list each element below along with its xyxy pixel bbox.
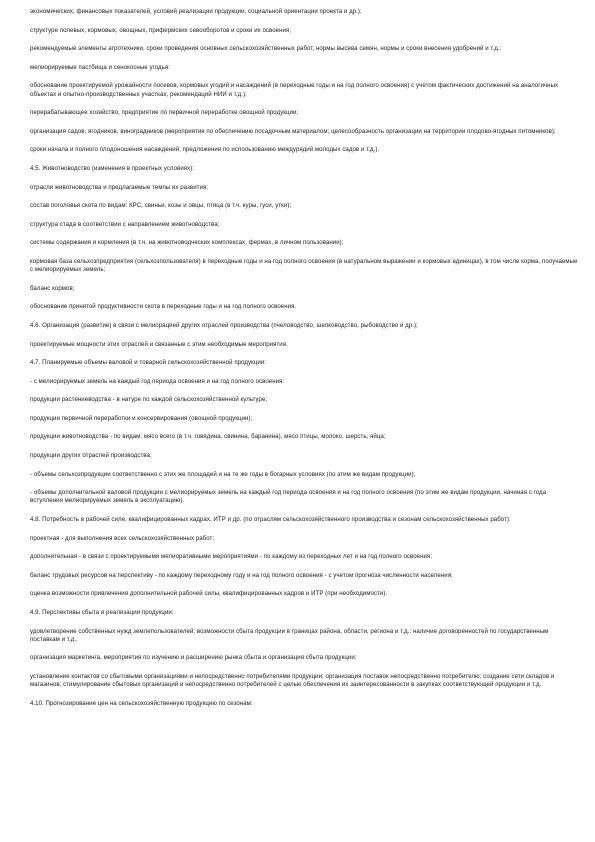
- section-heading: 4.10. Прогнозирование цен на сельскохозяйственную продукцию по сезонам:: [30, 699, 253, 707]
- paragraph: системы содержания и кормления (в т.ч. на животноводческих комплексах, фермах, в личном пользовании);: [30, 239, 344, 247]
- paragraph: продукции других отраслей производства;: [30, 452, 152, 460]
- paragraph: продукции первичной переработки и консервирования (овощной продукции);: [30, 414, 253, 422]
- paragraph: продукции растениеводства - в натуре по каждой сельскохозяйственной культуре;: [30, 396, 268, 404]
- paragraph: экономических, финансовых показателей, условий реализации продукции, социальной ориентации проекта и др.);: [30, 8, 362, 15]
- paragraph: обоснование проектируемой урожайности посевов, кормовых угодий и насаждений (в переходные годы и на год полного освоения) с учетом фактических достижений на аналогичных объектах и опытно-производственных участках, рекомендаций НИИ и т.д.);: [30, 82, 559, 98]
- paragraph: баланс трудовых ресурсов на перспективу - по каждому переходному году и на год полного освоения - с учетом прогноза численности населения;: [30, 571, 453, 579]
- paragraph: организация маркетинга, мероприятия по изучению и расширению рынка сбыта и организация сбыта продукции;: [30, 654, 357, 662]
- paragraph: установление контактов со сбытовыми организациями и непосредственно потребителями продукции; организация поставок непосредственно потребителю; создание сети складов и магазинов; стимулирование сбытовых организаций и непосредственно потребителей с целью обеспечения их заинтересованности в закупках соответствующей продукции и т.д.: [30, 673, 555, 689]
- paragraph: сроки начала и полного плодоношения насаждений; предложения по использованию междурядий молодых садов и т.д.).: [30, 146, 380, 154]
- paragraph: - объемы дополнительной валовой продукции с мелиорируемых земель на каждый год периода освоения и на год полного освоения (по этим же видам продукции, начиная с года вступления мелиорируемых земель в эксплуатацию).: [30, 489, 547, 505]
- paragraph: оценка возможности привлечения дополнительной рабочей силы, квалифицированных кадров и ИТР (при необходимости).: [30, 590, 388, 598]
- paragraph: - с мелиорируемых земель на каждый год периода освоения и на год полного освоения:: [30, 377, 285, 385]
- paragraph: структуре полевых, кормовых, овощных, прифермских севооборотов и сроки их освоения;: [30, 26, 292, 34]
- paragraph: кормовая база сельхозпредприятия (сельхозпользователя) в переходные годы и на год полного освоения (в натуральном выражении и кормовых единицах), в том числе корма, получаемые с мелиорируемых земель;: [30, 257, 578, 274]
- section-heading: 4.9. Перспективы сбыта и реализации продукции:: [30, 609, 174, 617]
- paragraph: - объемы сельхозпродукции соответственно с этих же площадей и на те же годы в богарных условиях (по этим же видам продукции);: [30, 470, 416, 478]
- paragraph: дополнительная - в связи с проектируемыми мелиоративными мероприятиями - по каждому из переходных лет и на год полного освоения;: [30, 553, 433, 561]
- paragraph: организация садов, ягодников, виноградников (мероприятия по обеспечению посадочным материалом; целесообразность организации на территории плодово-ягодных питомников);: [30, 127, 556, 135]
- paragraph: перерабатывающее хозяйство, предприятие по первичной переработке овощной продукции;: [30, 109, 299, 117]
- paragraph: состав поголовья скота по видам: КРС, свиньи, козы и овцы, птица (в т.ч. куры, гуси, утки);: [30, 202, 292, 210]
- section-heading: 4.6. Организация (развитие) в связи с мелиорацией других отраслей производства (пчеловодство, шелководство, рыбоводство и др.);: [30, 321, 418, 329]
- paragraph: отрасли животноводства и предлагаемые темпы их развития;: [30, 183, 209, 191]
- paragraph: обоснование принятой продуктивности скота в переходные годы и на год полного освоения.: [30, 303, 297, 311]
- paragraph: рекомендуемые элементы агротехники, сроки проведения основных сельскохозяйственных работ, нормы высева семян, нормы и сроки внесения удобрений и т.д.;: [30, 45, 502, 53]
- section-heading: 4.5. Животноводство (изменения в проектных условиях):: [30, 164, 195, 172]
- paragraph: структура стада в соответствии с направлением животноводства;: [30, 220, 220, 228]
- paragraph: продукции животноводства - по видам: мясо всего (в т.ч. говядина, свинина, баранина), мясо птицы, молоко, шерсть, яйца;: [30, 433, 386, 441]
- paragraph: баланс кормов;: [30, 284, 75, 292]
- paragraph: мелиорируемые пастбища и сенокосные угодья:: [30, 63, 170, 71]
- paragraph: проектируемые мощности этих отраслей и связанные с этим необходимые мероприятия.: [30, 340, 288, 348]
- paragraph: проектная - для выполнения всех сельскохозяйственных работ;: [30, 534, 215, 542]
- section-heading: 4.8. Потребность в рабочей силе, квалифицированных кадрах, ИТР и др. (по отраслям сельскохозяйственного производства и сезонам сельскохозяйственных работ):: [30, 516, 511, 524]
- paragraph: удовлетворение собственных нужд землепользователей; возможности сбыта продукции в границах района, области, региона и т.д.; наличие договоренностей по государственным поставкам и т.д.;: [30, 627, 549, 643]
- section-heading: 4.7. Планируемые объемы валовой и товарной сельскохозяйственной продукции:: [30, 359, 267, 367]
